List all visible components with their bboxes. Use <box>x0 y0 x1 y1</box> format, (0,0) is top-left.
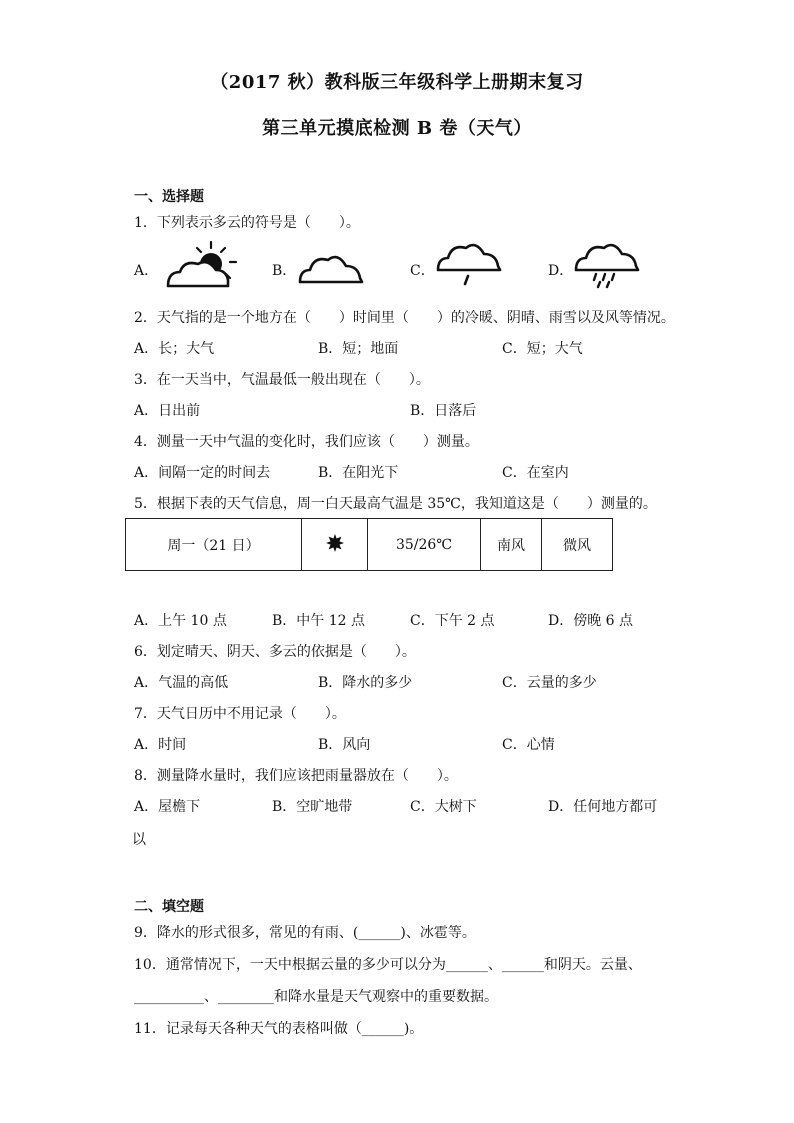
title-line-1: （2017 秋）教科版三年级科学上册期末复习 <box>210 72 584 93</box>
question-1: 1．下列表示多云的符号是（ ）。 <box>134 215 360 231</box>
question-8: 8．测量降水量时，我们应该把雨量器放在（ ）。 <box>134 768 458 784</box>
question-7: 7．天气日历中不用记录（ ）。 <box>134 706 346 722</box>
table-cell-temp: 35/26℃ <box>368 519 481 571</box>
title-line-2: 第三单元摸底检测 B 卷（天气） <box>262 118 532 139</box>
q2-option-a: A．长；大气 <box>134 341 215 357</box>
q8-option-d-wrap: 以 <box>132 832 146 848</box>
table-cell-wind-level: 微风 <box>542 519 613 571</box>
q1-option-b <box>272 240 372 290</box>
q4-option-b: B．在阳光下 <box>318 465 399 481</box>
table-row <box>126 519 613 571</box>
q6-option-a: A．气温的高低 <box>134 675 229 691</box>
question-10-line-1: 10．通常情况下，一天中根据云量的多少可以分为______、______和阴天。云量、 <box>134 957 642 973</box>
q5-option-b: B．中午 12 点 <box>272 613 366 629</box>
cloud-light-rain-icon <box>434 240 506 290</box>
q6-option-b: B．降水的多少 <box>318 675 413 691</box>
sunny-symbol-icon <box>326 534 344 552</box>
question-6: 6．划定晴天、阴天、多云的依据是（ ）。 <box>134 644 416 660</box>
table-cell-wind-dir: 南风 <box>481 519 542 571</box>
q4-option-c: C．在室内 <box>502 465 569 481</box>
option-label: D． <box>548 263 574 279</box>
question-4: 4．测量一天中气温的变化时，我们应该（ ）测量。 <box>134 434 479 450</box>
q2-option-b: B．短；地面 <box>318 341 399 357</box>
sun-cloud-icon <box>164 240 244 290</box>
q5-option-c: C．下午 2 点 <box>410 613 495 629</box>
weather-table <box>125 518 613 571</box>
question-10-line-2: __________、________和降水量是天气观察中的重要数据。 <box>134 989 498 1005</box>
q2-option-c: C．短；大气 <box>502 341 583 357</box>
q8-option-d: D．任何地方都可 <box>548 799 658 815</box>
q6-option-c: C．云量的多少 <box>502 675 597 691</box>
question-3: 3．在一天当中，气温最低一般出现在（ ）。 <box>134 372 430 388</box>
q4-option-a: A．间隔一定的时间去 <box>134 465 271 481</box>
q8-option-c: C．大树下 <box>410 799 477 815</box>
q1-option-c <box>410 240 510 290</box>
table-cell-weather <box>302 519 368 571</box>
section-heading-choice: 一、选择题 <box>134 189 204 205</box>
q3-option-b: B．日落后 <box>410 403 477 419</box>
q5-option-a: A．上午 10 点 <box>134 613 227 629</box>
q3-option-a: A．日出前 <box>134 403 201 419</box>
q7-option-b: B．风向 <box>318 737 371 753</box>
q1-option-d <box>548 240 648 290</box>
section-heading-fill: 二、填空题 <box>134 899 204 915</box>
option-label: C． <box>410 263 435 279</box>
q1-option-a <box>134 240 244 290</box>
q7-option-c: C．心情 <box>502 737 555 753</box>
q8-option-b: B．空旷地带 <box>272 799 353 815</box>
question-11: 11．记录每天各种天气的表格叫做（______)。 <box>134 1021 424 1037</box>
option-label: B． <box>272 263 297 279</box>
cloud-icon <box>296 240 368 290</box>
question-5: 5．根据下表的天气信息，周一白天最高气温是 35℃，我知道这是（ ）测量的。 <box>134 496 657 512</box>
cloud-heavy-rain-icon <box>572 240 644 290</box>
option-label: A． <box>134 263 159 279</box>
question-9: 9．降水的形式很多，常见的有雨、(______)、冰雹等。 <box>134 925 476 941</box>
table-cell-day: 周一（21 日） <box>126 519 302 571</box>
q8-option-a: A．屋檐下 <box>134 799 201 815</box>
q5-option-d: D．傍晚 6 点 <box>548 613 634 629</box>
question-2: 2．天气指的是一个地方在（ ）时间里（ ）的冷暖、阴晴、雨雪以及风等情况。 <box>134 310 675 326</box>
q7-option-a: A．时间 <box>134 737 187 753</box>
